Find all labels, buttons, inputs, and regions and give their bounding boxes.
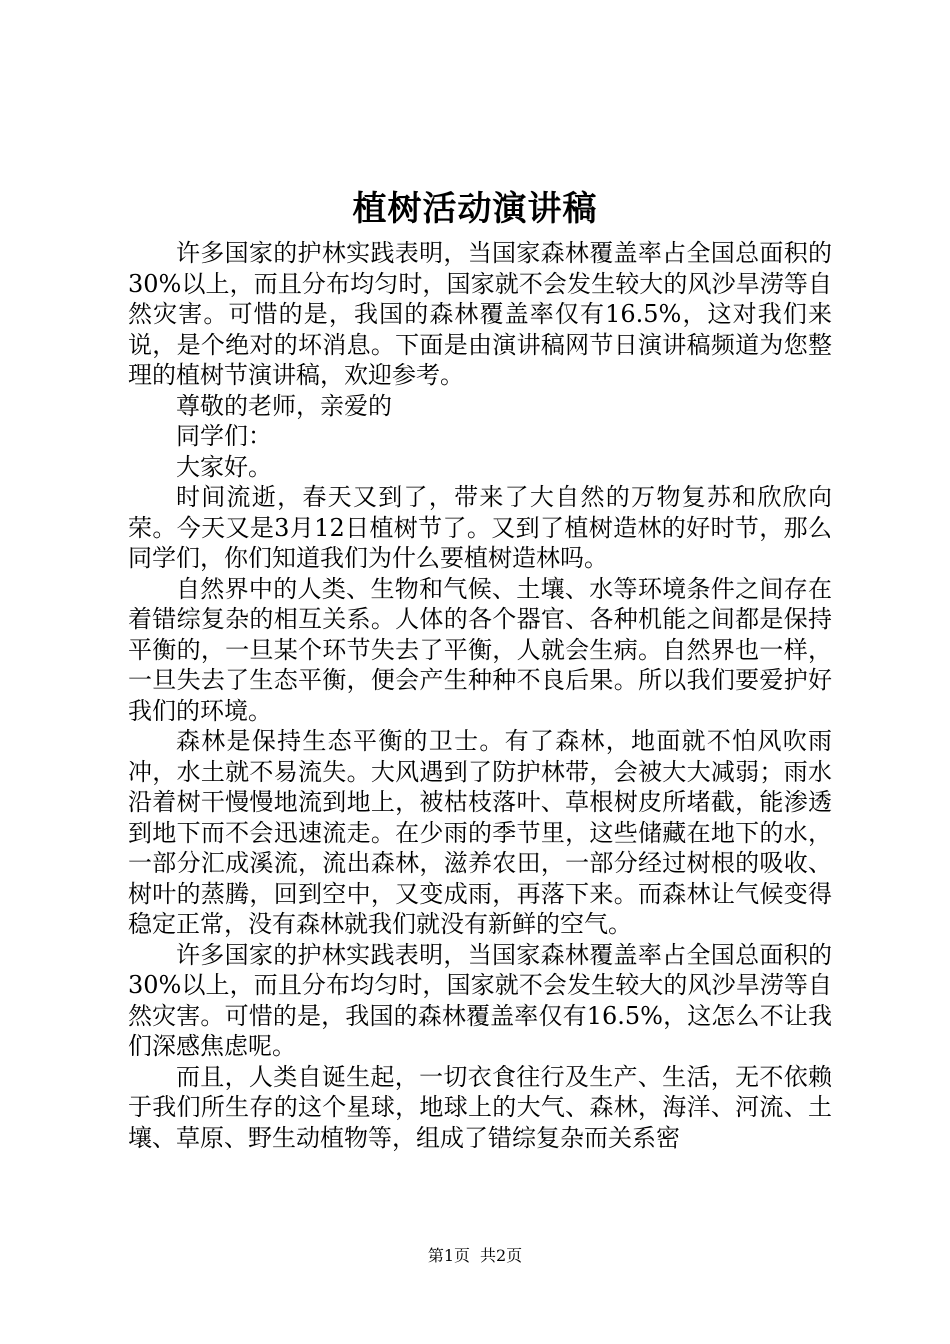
paragraph: 许多国家的护林实践表明，当国家森林覆盖率占全国总面积的30%以上，而且分布均匀时，国家就不会发生较大的风沙旱涝等自然灾害。可惜的是，我国的森林覆盖率仅有16.5%，这对我们来说，是个绝对的坏消息。下面是由演讲稿网节日演讲稿频道为您整理的植树节演讲稿，欢迎参考。 <box>128 239 832 389</box>
paragraph: 自然界中的人类、生物和气候、土壤、水等环境条件之间存在着错综复杂的相互关系。人体的各个器官、各种机能之间都是保持平衡的，一旦某个环节失去了平衡，人就会生病。自然界也一样，一旦失去了生态平衡，便会产生种种不良后果。所以我们要爱护好我们的环境。 <box>128 574 832 725</box>
paragraph: 时间流逝，春天又到了，带来了大自然的万物复苏和欣欣向荣。今天又是3月12日植树节了。又到了植树造林的好时节，那么同学们，你们知道我们为什么要植树造林吗。 <box>128 483 832 572</box>
paragraph: 尊敬的老师，亲爱的 <box>176 391 392 420</box>
document-body <box>128 238 832 1153</box>
page-total: 共2页 <box>480 1246 523 1265</box>
paragraph: 森林是保持生态平衡的卫士。有了森林，地面就不怕风吹雨冲，水土就不易流失。大风遇到了防护林带，会被大大减弱；雨水沿着树干慢慢地流到地上，被枯枝落叶、草根树皮所堵截，能渗透到地下而不会迅速流走。在少雨的季节里，这些储藏在地下的水，一部分汇成溪流，流出森林，滋养农田，一部分经过树根的吸收、树叶的蒸腾，回到空中，又变成雨，再落下来。而森林让气候变得稳定正常，没有森林就我们就没有新鲜的空气。 <box>128 727 832 938</box>
page-footer <box>0 1244 950 1268</box>
paragraph: 许多国家的护林实践表明，当国家森林覆盖率占全国总面积的30%以上，而且分布均匀时，国家就不会发生较大的风沙旱涝等自然灾害。可惜的是，我国的森林覆盖率仅有16.5%，这怎么不让我们深感焦虑呢。 <box>128 940 832 1060</box>
page-number: 第1页 <box>427 1246 470 1265</box>
paragraph: 而且，人类自诞生起，一切衣食往行及生产、生活，无不依赖于我们所生存的这个星球，地球上的大气、森林，海洋、河流、土壤、草原、野生动植物等，组成了错综复杂而关系密 <box>128 1062 832 1152</box>
paragraph: 同学们： <box>176 422 272 450</box>
document-title: 植树活动演讲稿 <box>352 189 598 229</box>
paragraph: 大家好。 <box>176 452 272 481</box>
